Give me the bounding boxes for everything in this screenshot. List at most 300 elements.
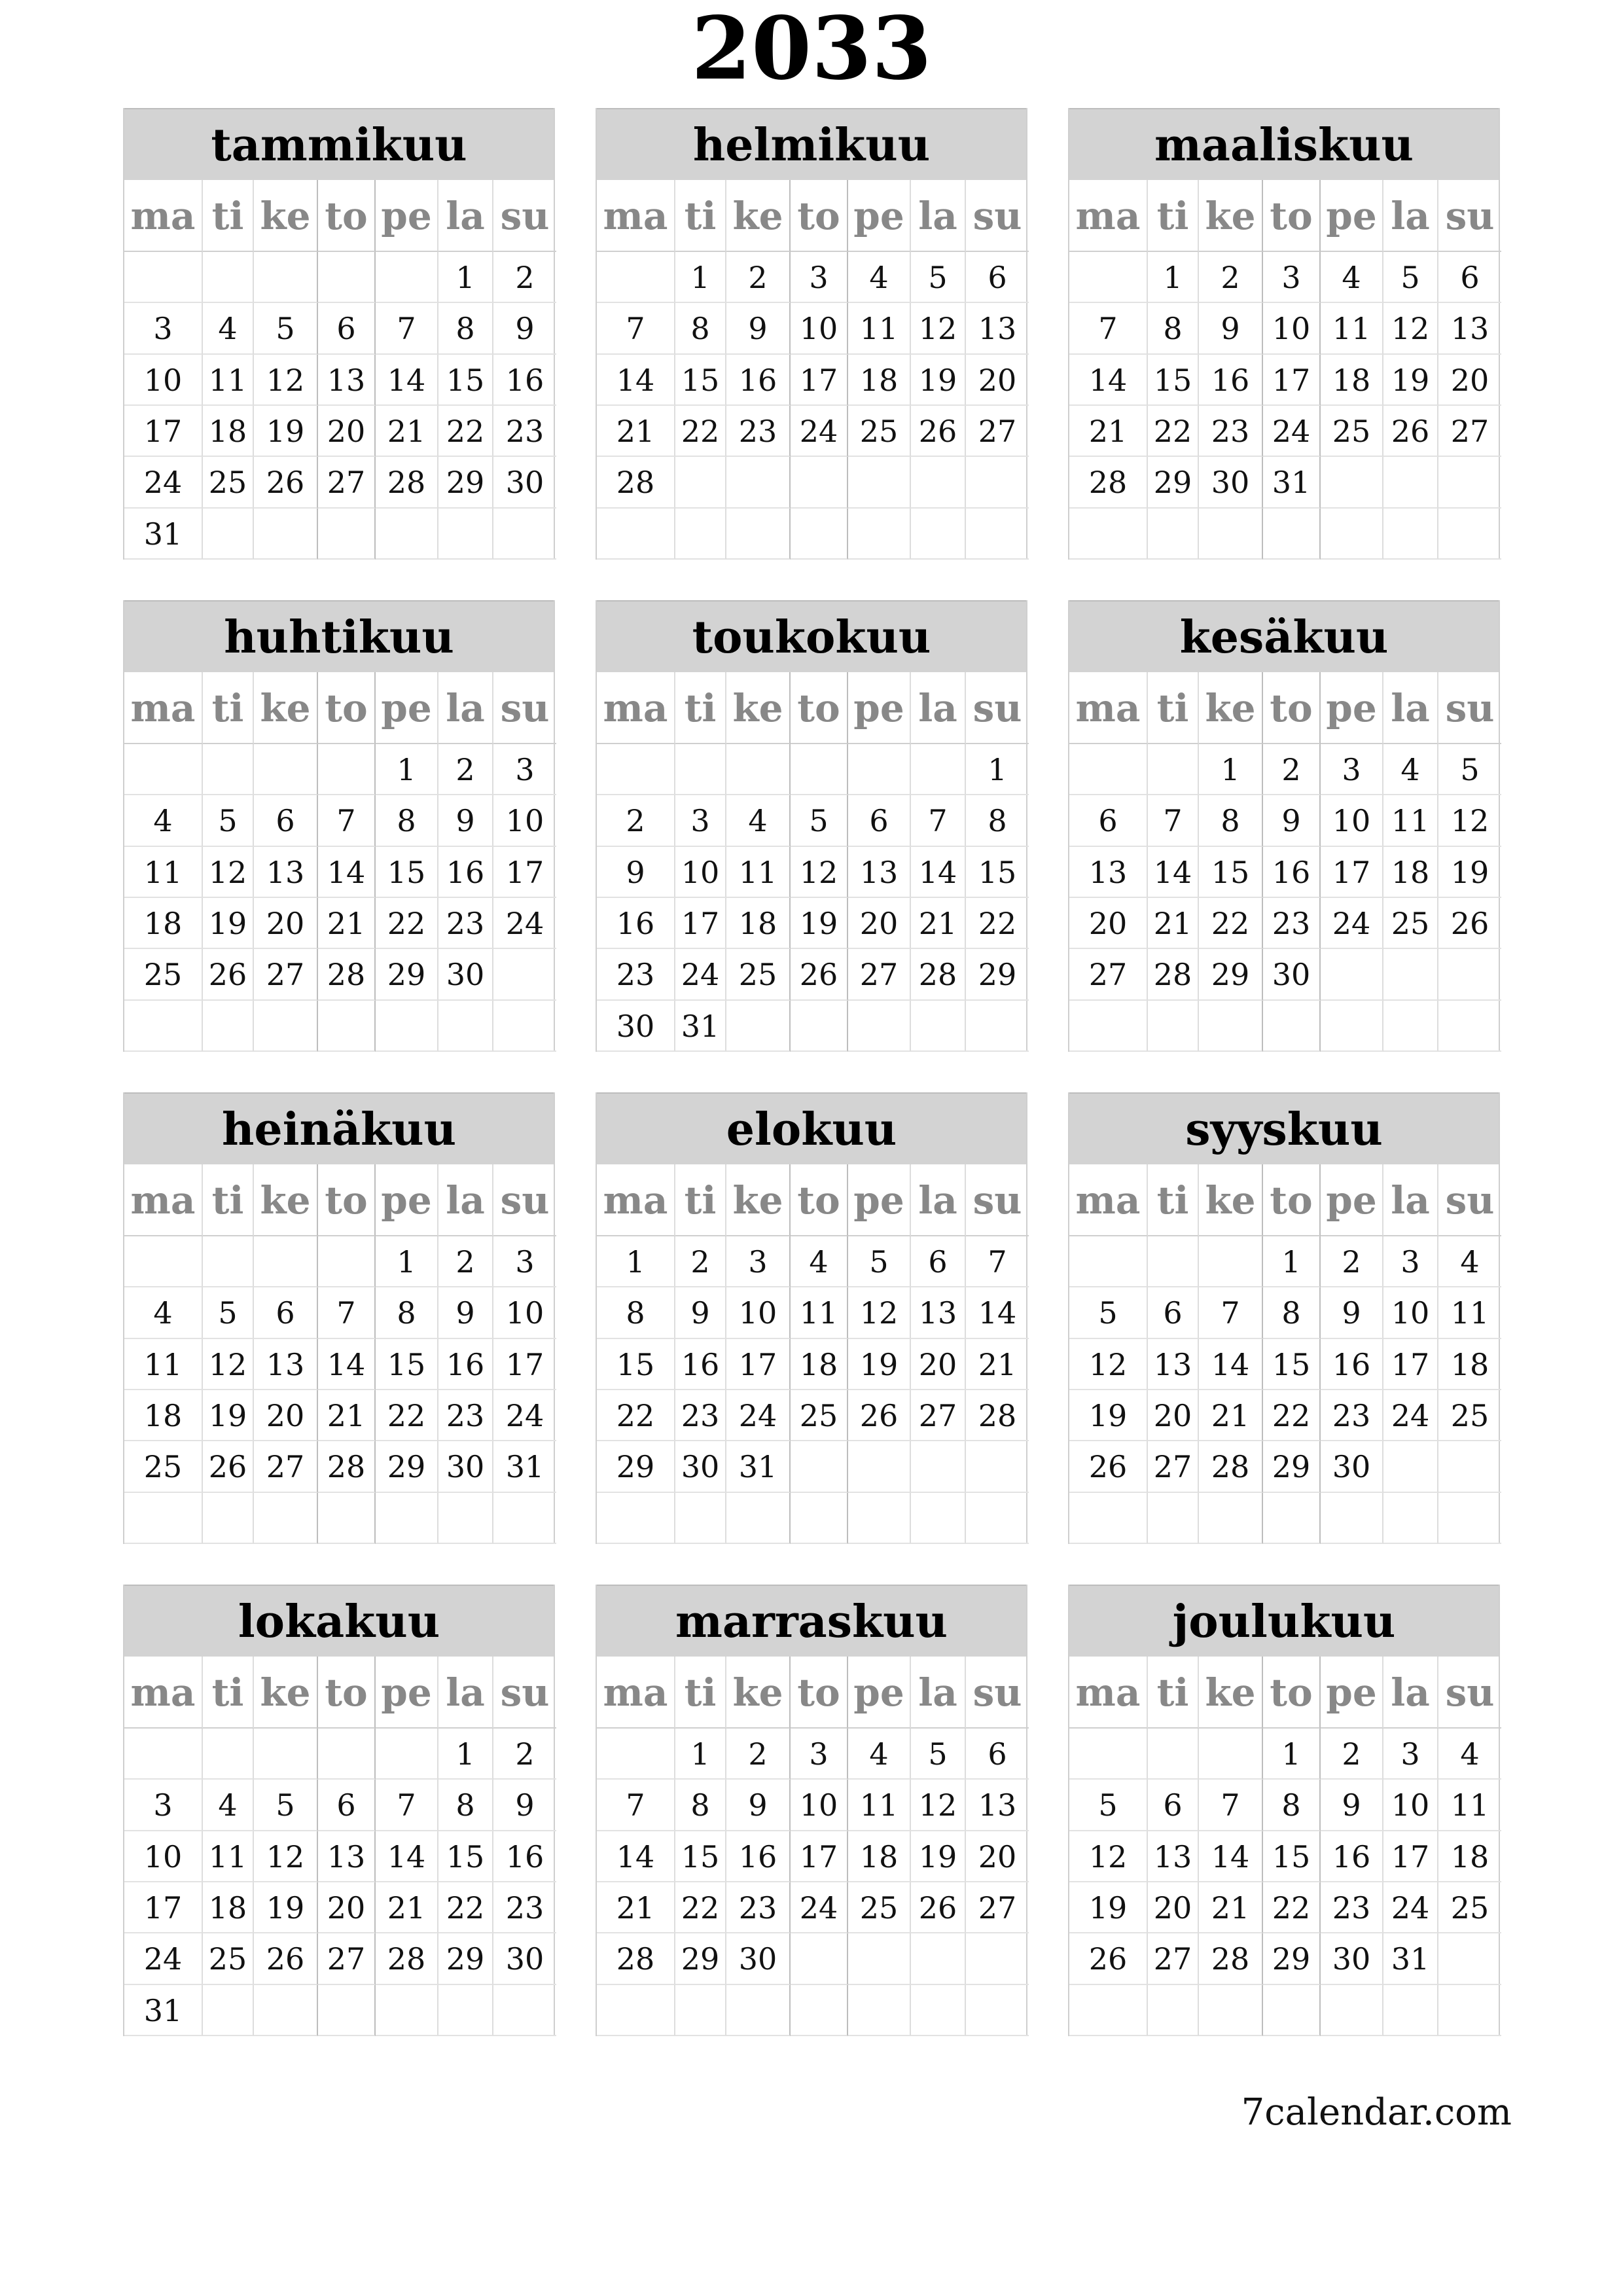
day-cell: 30 bbox=[726, 1933, 791, 1984]
weekday-header: to bbox=[791, 1164, 848, 1236]
month-toukokuu bbox=[596, 600, 1027, 1052]
day-cell: 1 bbox=[1263, 1236, 1321, 1287]
day-cell: 10 bbox=[791, 303, 848, 354]
day-cell: 12 bbox=[791, 847, 848, 898]
empty-day-cell bbox=[318, 744, 376, 795]
day-cell: 9 bbox=[726, 303, 791, 354]
day-cell: 8 bbox=[376, 1287, 438, 1338]
day-cell: 28 bbox=[1199, 1933, 1263, 1984]
day-cell: 20 bbox=[966, 1831, 1029, 1882]
day-cell: 12 bbox=[1438, 795, 1501, 846]
weekday-header: ma bbox=[1069, 180, 1148, 252]
day-cell: 9 bbox=[493, 1780, 556, 1831]
day-cell: 14 bbox=[376, 1831, 438, 1882]
month-grid bbox=[124, 672, 554, 1052]
empty-day-cell bbox=[124, 252, 203, 303]
day-cell: 9 bbox=[493, 303, 556, 354]
weekday-header: ti bbox=[1148, 1164, 1199, 1236]
empty-day-cell bbox=[493, 509, 556, 560]
day-cell: 22 bbox=[438, 406, 493, 457]
day-cell: 28 bbox=[966, 1390, 1029, 1441]
day-cell: 5 bbox=[254, 303, 318, 354]
day-cell: 4 bbox=[848, 252, 911, 303]
month-grid bbox=[1069, 672, 1499, 1052]
day-cell: 3 bbox=[1383, 1729, 1438, 1780]
empty-day-cell bbox=[597, 509, 675, 560]
day-cell: 9 bbox=[726, 1780, 791, 1831]
weekday-header: su bbox=[1438, 180, 1501, 252]
day-cell: 3 bbox=[493, 1236, 556, 1287]
day-cell: 14 bbox=[597, 1831, 675, 1882]
day-cell: 20 bbox=[848, 898, 911, 949]
empty-day-cell bbox=[597, 1493, 675, 1544]
day-cell: 3 bbox=[1321, 744, 1383, 795]
day-cell: 18 bbox=[791, 1339, 848, 1390]
day-cell: 14 bbox=[1199, 1339, 1263, 1390]
empty-day-cell bbox=[791, 1933, 848, 1984]
day-cell: 19 bbox=[911, 355, 966, 406]
empty-day-cell bbox=[1383, 457, 1438, 508]
day-cell: 21 bbox=[597, 406, 675, 457]
day-cell: 20 bbox=[1148, 1882, 1199, 1933]
month-syyskuu bbox=[1068, 1092, 1500, 1544]
weekday-header: ti bbox=[675, 1657, 726, 1729]
day-cell: 9 bbox=[1263, 795, 1321, 846]
day-cell: 1 bbox=[376, 744, 438, 795]
day-cell: 19 bbox=[848, 1339, 911, 1390]
empty-day-cell bbox=[1438, 457, 1501, 508]
weekday-header: to bbox=[318, 180, 376, 252]
day-cell: 8 bbox=[966, 795, 1029, 846]
day-cell: 17 bbox=[726, 1339, 791, 1390]
day-cell: 28 bbox=[318, 1441, 376, 1492]
empty-day-cell bbox=[1199, 1001, 1263, 1052]
weekday-header: la bbox=[438, 672, 493, 744]
empty-day-cell bbox=[1069, 1001, 1148, 1052]
day-cell: 8 bbox=[438, 1780, 493, 1831]
month-grid bbox=[1069, 1164, 1499, 1544]
empty-day-cell bbox=[254, 509, 318, 560]
empty-day-cell bbox=[675, 1985, 726, 2036]
empty-day-cell bbox=[1383, 1493, 1438, 1544]
day-cell: 18 bbox=[1438, 1831, 1501, 1882]
weekday-header: la bbox=[1383, 180, 1438, 252]
day-cell: 20 bbox=[318, 1882, 376, 1933]
month-name: heinäkuu bbox=[124, 1092, 554, 1164]
empty-day-cell bbox=[911, 457, 966, 508]
weekday-header: pe bbox=[848, 672, 911, 744]
day-cell: 6 bbox=[966, 1729, 1029, 1780]
empty-day-cell bbox=[203, 1001, 254, 1052]
empty-day-cell bbox=[1263, 1985, 1321, 2036]
day-cell: 15 bbox=[438, 1831, 493, 1882]
day-cell: 4 bbox=[203, 1780, 254, 1831]
weekday-header: su bbox=[966, 672, 1029, 744]
day-cell: 21 bbox=[597, 1882, 675, 1933]
empty-day-cell bbox=[124, 1493, 203, 1544]
empty-day-cell bbox=[1438, 509, 1501, 560]
day-cell: 18 bbox=[726, 898, 791, 949]
day-cell: 23 bbox=[1263, 898, 1321, 949]
weekday-header: la bbox=[911, 1164, 966, 1236]
empty-day-cell bbox=[1069, 252, 1148, 303]
day-cell: 13 bbox=[911, 1287, 966, 1338]
empty-day-cell bbox=[1438, 949, 1501, 1000]
day-cell: 1 bbox=[438, 1729, 493, 1780]
weekday-header: la bbox=[911, 672, 966, 744]
day-cell: 22 bbox=[1263, 1390, 1321, 1441]
day-cell: 8 bbox=[597, 1287, 675, 1338]
day-cell: 25 bbox=[848, 406, 911, 457]
empty-day-cell bbox=[1321, 1493, 1383, 1544]
day-cell: 23 bbox=[493, 406, 556, 457]
weekday-header: to bbox=[791, 180, 848, 252]
empty-day-cell bbox=[318, 509, 376, 560]
empty-day-cell bbox=[438, 1493, 493, 1544]
day-cell: 17 bbox=[124, 1882, 203, 1933]
empty-day-cell bbox=[254, 1493, 318, 1544]
day-cell: 11 bbox=[848, 303, 911, 354]
month-name: helmikuu bbox=[597, 108, 1026, 180]
day-cell: 11 bbox=[203, 355, 254, 406]
day-cell: 26 bbox=[1438, 898, 1501, 949]
day-cell: 21 bbox=[376, 1882, 438, 1933]
empty-day-cell bbox=[124, 1236, 203, 1287]
day-cell: 6 bbox=[254, 795, 318, 846]
weekday-header: ma bbox=[1069, 1164, 1148, 1236]
day-cell: 17 bbox=[124, 406, 203, 457]
day-cell: 3 bbox=[124, 1780, 203, 1831]
day-cell: 1 bbox=[675, 1729, 726, 1780]
day-cell: 15 bbox=[1263, 1831, 1321, 1882]
empty-day-cell bbox=[1199, 1493, 1263, 1544]
day-cell: 12 bbox=[203, 1339, 254, 1390]
month-grid bbox=[597, 1657, 1026, 2036]
month-grid bbox=[124, 1657, 554, 2036]
empty-day-cell bbox=[1069, 1236, 1148, 1287]
day-cell: 5 bbox=[791, 795, 848, 846]
empty-day-cell bbox=[493, 1493, 556, 1544]
day-cell: 18 bbox=[203, 1882, 254, 1933]
empty-day-cell bbox=[1383, 1441, 1438, 1492]
day-cell: 12 bbox=[911, 303, 966, 354]
day-cell: 7 bbox=[911, 795, 966, 846]
month-marraskuu bbox=[596, 1585, 1027, 2036]
day-cell: 17 bbox=[1321, 847, 1383, 898]
empty-day-cell bbox=[254, 252, 318, 303]
day-cell: 4 bbox=[124, 1287, 203, 1338]
day-cell: 22 bbox=[376, 1390, 438, 1441]
month-name: lokakuu bbox=[124, 1585, 554, 1657]
weekday-header: ti bbox=[203, 180, 254, 252]
weekday-header: to bbox=[318, 1657, 376, 1729]
day-cell: 6 bbox=[254, 1287, 318, 1338]
day-cell: 10 bbox=[726, 1287, 791, 1338]
month-name: marraskuu bbox=[597, 1585, 1026, 1657]
empty-day-cell bbox=[1321, 509, 1383, 560]
day-cell: 22 bbox=[376, 898, 438, 949]
day-cell: 10 bbox=[791, 1780, 848, 1831]
day-cell: 22 bbox=[1148, 406, 1199, 457]
day-cell: 11 bbox=[124, 847, 203, 898]
day-cell: 31 bbox=[1383, 1933, 1438, 1984]
weekday-header: la bbox=[1383, 672, 1438, 744]
month-helmikuu bbox=[596, 108, 1027, 560]
day-cell: 1 bbox=[675, 252, 726, 303]
day-cell: 17 bbox=[791, 1831, 848, 1882]
day-cell: 30 bbox=[597, 1001, 675, 1052]
day-cell: 31 bbox=[726, 1441, 791, 1492]
day-cell: 19 bbox=[791, 898, 848, 949]
day-cell: 18 bbox=[848, 1831, 911, 1882]
day-cell: 21 bbox=[318, 1390, 376, 1441]
day-cell: 6 bbox=[966, 252, 1029, 303]
day-cell: 28 bbox=[1069, 457, 1148, 508]
day-cell: 19 bbox=[1383, 355, 1438, 406]
empty-day-cell bbox=[1438, 1985, 1501, 2036]
day-cell: 17 bbox=[1263, 355, 1321, 406]
day-cell: 15 bbox=[675, 355, 726, 406]
day-cell: 6 bbox=[318, 303, 376, 354]
day-cell: 12 bbox=[1069, 1831, 1148, 1882]
day-cell: 23 bbox=[438, 1390, 493, 1441]
day-cell: 7 bbox=[376, 1780, 438, 1831]
empty-day-cell bbox=[1383, 509, 1438, 560]
month-kesäkuu bbox=[1068, 600, 1500, 1052]
day-cell: 26 bbox=[1069, 1441, 1148, 1492]
day-cell: 27 bbox=[1069, 949, 1148, 1000]
day-cell: 28 bbox=[911, 949, 966, 1000]
empty-day-cell bbox=[911, 1933, 966, 1984]
weekday-header: la bbox=[911, 180, 966, 252]
empty-day-cell bbox=[1148, 509, 1199, 560]
weekday-header: ma bbox=[597, 1164, 675, 1236]
empty-day-cell bbox=[1263, 509, 1321, 560]
day-cell: 20 bbox=[1438, 355, 1501, 406]
day-cell: 13 bbox=[254, 847, 318, 898]
day-cell: 18 bbox=[203, 406, 254, 457]
day-cell: 15 bbox=[376, 1339, 438, 1390]
day-cell: 1 bbox=[966, 744, 1029, 795]
day-cell: 17 bbox=[493, 1339, 556, 1390]
empty-day-cell bbox=[493, 1001, 556, 1052]
day-cell: 7 bbox=[1069, 303, 1148, 354]
day-cell: 7 bbox=[1199, 1780, 1263, 1831]
day-cell: 10 bbox=[124, 1831, 203, 1882]
day-cell: 23 bbox=[438, 898, 493, 949]
weekday-header: la bbox=[1383, 1164, 1438, 1236]
day-cell: 16 bbox=[438, 1339, 493, 1390]
empty-day-cell bbox=[597, 1729, 675, 1780]
empty-day-cell bbox=[318, 1985, 376, 2036]
day-cell: 5 bbox=[1383, 252, 1438, 303]
empty-day-cell bbox=[1148, 1236, 1199, 1287]
weekday-header: pe bbox=[1321, 1164, 1383, 1236]
weekday-header: pe bbox=[848, 180, 911, 252]
day-cell: 16 bbox=[597, 898, 675, 949]
empty-day-cell bbox=[1199, 1236, 1263, 1287]
day-cell: 19 bbox=[254, 1882, 318, 1933]
empty-day-cell bbox=[1383, 1985, 1438, 2036]
day-cell: 30 bbox=[438, 949, 493, 1000]
day-cell: 9 bbox=[1321, 1287, 1383, 1338]
empty-day-cell bbox=[1438, 1441, 1501, 1492]
day-cell: 16 bbox=[1263, 847, 1321, 898]
day-cell: 18 bbox=[1383, 847, 1438, 898]
footer-website: 7calendar.com bbox=[1241, 2091, 1512, 2134]
day-cell: 3 bbox=[1263, 252, 1321, 303]
weekday-header: ke bbox=[726, 1657, 791, 1729]
day-cell: 1 bbox=[597, 1236, 675, 1287]
month-name: joulukuu bbox=[1069, 1585, 1499, 1657]
day-cell: 7 bbox=[1148, 795, 1199, 846]
weekday-header: ti bbox=[203, 1164, 254, 1236]
day-cell: 10 bbox=[124, 355, 203, 406]
day-cell: 13 bbox=[848, 847, 911, 898]
day-cell: 16 bbox=[493, 355, 556, 406]
day-cell: 24 bbox=[493, 1390, 556, 1441]
day-cell: 22 bbox=[675, 406, 726, 457]
day-cell: 29 bbox=[1148, 457, 1199, 508]
day-cell: 25 bbox=[124, 1441, 203, 1492]
day-cell: 8 bbox=[1263, 1780, 1321, 1831]
day-cell: 7 bbox=[597, 1780, 675, 1831]
day-cell: 3 bbox=[124, 303, 203, 354]
day-cell: 22 bbox=[597, 1390, 675, 1441]
empty-day-cell bbox=[1383, 949, 1438, 1000]
day-cell: 1 bbox=[1199, 744, 1263, 795]
day-cell: 5 bbox=[1069, 1780, 1148, 1831]
day-cell: 1 bbox=[1148, 252, 1199, 303]
empty-day-cell bbox=[1069, 1493, 1148, 1544]
day-cell: 16 bbox=[726, 1831, 791, 1882]
day-cell: 2 bbox=[1199, 252, 1263, 303]
month-elokuu bbox=[596, 1092, 1027, 1544]
weekday-header: pe bbox=[1321, 672, 1383, 744]
day-cell: 26 bbox=[791, 949, 848, 1000]
weekday-header: to bbox=[1263, 1164, 1321, 1236]
empty-day-cell bbox=[1263, 1493, 1321, 1544]
day-cell: 2 bbox=[1321, 1729, 1383, 1780]
day-cell: 11 bbox=[124, 1339, 203, 1390]
day-cell: 26 bbox=[1383, 406, 1438, 457]
empty-day-cell bbox=[1148, 744, 1199, 795]
day-cell: 11 bbox=[203, 1831, 254, 1882]
day-cell: 26 bbox=[848, 1390, 911, 1441]
day-cell: 5 bbox=[203, 1287, 254, 1338]
day-cell: 2 bbox=[493, 252, 556, 303]
month-grid bbox=[597, 1164, 1026, 1544]
weekday-header: pe bbox=[376, 672, 438, 744]
empty-day-cell bbox=[254, 744, 318, 795]
empty-day-cell bbox=[966, 457, 1029, 508]
weekday-header: pe bbox=[1321, 1657, 1383, 1729]
day-cell: 12 bbox=[254, 1831, 318, 1882]
day-cell: 21 bbox=[1148, 898, 1199, 949]
weekday-header: ma bbox=[1069, 1657, 1148, 1729]
day-cell: 10 bbox=[1321, 795, 1383, 846]
weekday-header: la bbox=[438, 180, 493, 252]
weekday-header: pe bbox=[376, 1657, 438, 1729]
day-cell: 15 bbox=[438, 355, 493, 406]
day-cell: 27 bbox=[1148, 1441, 1199, 1492]
empty-day-cell bbox=[848, 1985, 911, 2036]
empty-day-cell bbox=[1069, 1729, 1148, 1780]
day-cell: 14 bbox=[318, 1339, 376, 1390]
empty-day-cell bbox=[791, 509, 848, 560]
empty-day-cell bbox=[1438, 1001, 1501, 1052]
day-cell: 31 bbox=[124, 1985, 203, 2036]
day-cell: 24 bbox=[493, 898, 556, 949]
day-cell: 23 bbox=[726, 406, 791, 457]
empty-day-cell bbox=[966, 1001, 1029, 1052]
empty-day-cell bbox=[726, 1985, 791, 2036]
day-cell: 21 bbox=[1069, 406, 1148, 457]
weekday-header: su bbox=[966, 1164, 1029, 1236]
empty-day-cell bbox=[597, 1985, 675, 2036]
day-cell: 2 bbox=[1263, 744, 1321, 795]
day-cell: 23 bbox=[597, 949, 675, 1000]
day-cell: 17 bbox=[1383, 1831, 1438, 1882]
day-cell: 16 bbox=[675, 1339, 726, 1390]
day-cell: 4 bbox=[791, 1236, 848, 1287]
day-cell: 6 bbox=[1148, 1287, 1199, 1338]
empty-day-cell bbox=[1069, 1985, 1148, 2036]
empty-day-cell bbox=[675, 457, 726, 508]
empty-day-cell bbox=[911, 509, 966, 560]
empty-day-cell bbox=[124, 1729, 203, 1780]
day-cell: 25 bbox=[203, 457, 254, 508]
day-cell: 13 bbox=[1438, 303, 1501, 354]
day-cell: 24 bbox=[791, 406, 848, 457]
day-cell: 27 bbox=[848, 949, 911, 1000]
day-cell: 20 bbox=[254, 1390, 318, 1441]
empty-day-cell bbox=[1199, 509, 1263, 560]
day-cell: 27 bbox=[911, 1390, 966, 1441]
month-grid bbox=[1069, 180, 1499, 560]
day-cell: 3 bbox=[493, 744, 556, 795]
day-cell: 2 bbox=[1321, 1236, 1383, 1287]
day-cell: 13 bbox=[254, 1339, 318, 1390]
day-cell: 10 bbox=[1263, 303, 1321, 354]
day-cell: 8 bbox=[438, 303, 493, 354]
day-cell: 23 bbox=[493, 1882, 556, 1933]
day-cell: 25 bbox=[203, 1933, 254, 1984]
empty-day-cell bbox=[791, 744, 848, 795]
day-cell: 5 bbox=[848, 1236, 911, 1287]
day-cell: 27 bbox=[318, 1933, 376, 1984]
day-cell: 11 bbox=[848, 1780, 911, 1831]
empty-day-cell bbox=[848, 744, 911, 795]
weekday-header: ke bbox=[726, 1164, 791, 1236]
day-cell: 21 bbox=[911, 898, 966, 949]
weekday-header: ti bbox=[1148, 1657, 1199, 1729]
day-cell: 27 bbox=[254, 1441, 318, 1492]
weekday-header: ti bbox=[675, 672, 726, 744]
empty-day-cell bbox=[848, 509, 911, 560]
weekday-header: ke bbox=[726, 672, 791, 744]
empty-day-cell bbox=[675, 509, 726, 560]
month-name: elokuu bbox=[597, 1092, 1026, 1164]
day-cell: 11 bbox=[1321, 303, 1383, 354]
day-cell: 8 bbox=[675, 303, 726, 354]
day-cell: 13 bbox=[318, 355, 376, 406]
day-cell: 2 bbox=[493, 1729, 556, 1780]
day-cell: 7 bbox=[1199, 1287, 1263, 1338]
day-cell: 4 bbox=[1383, 744, 1438, 795]
day-cell: 11 bbox=[1383, 795, 1438, 846]
day-cell: 24 bbox=[791, 1882, 848, 1933]
